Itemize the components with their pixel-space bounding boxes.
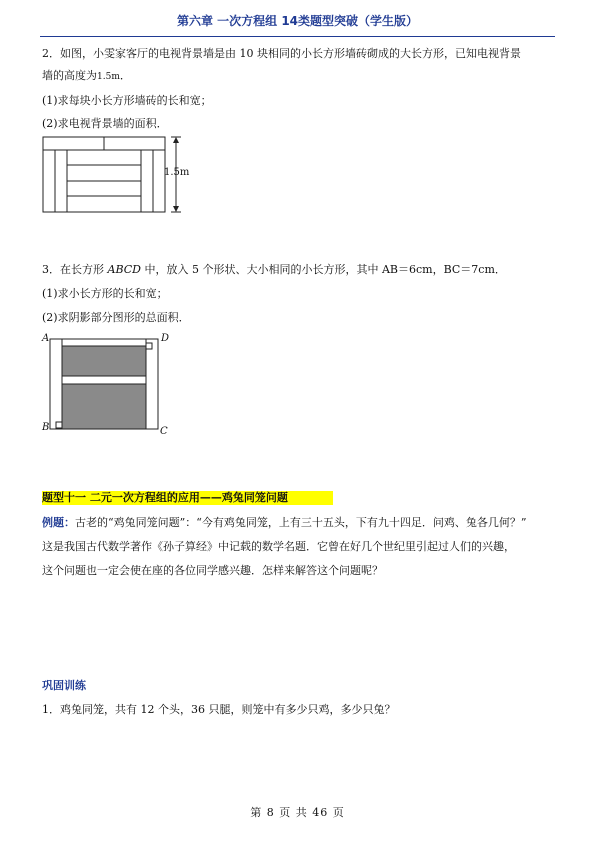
separator: ， bbox=[432, 263, 444, 276]
problem3-mid: 中，放入 5 个形状、大小相同的小长方形，其中 bbox=[140, 263, 382, 276]
vertex-a-label: A bbox=[42, 333, 50, 344]
header-divider bbox=[40, 36, 555, 37]
ab-length: AB＝6cm bbox=[381, 263, 433, 276]
vertex-b-label: B bbox=[42, 422, 50, 433]
page-header-title: 第六章 一次方程组 14类题型突破（学生版） bbox=[176, 14, 419, 28]
example-text1: 古老的“鸡兔同笼问题”：“今有鸡兔同笼，上有三十五头，下有九十四足．问鸡、兔各几何？” bbox=[75, 516, 527, 529]
section-11-title: 题型十一 二元一次方程组的应用——鸡兔同笼问题 bbox=[42, 491, 288, 504]
problem2-question2: (2)求电视背景墙的面积． bbox=[42, 117, 168, 130]
problem2-line2-prefix: 墙的高度为 bbox=[42, 69, 97, 82]
problem3-question2: (2)求阴影部分图形的总面积． bbox=[42, 311, 190, 324]
problem3-intro: 3．在长方形 bbox=[42, 263, 108, 276]
rect-name: ABCD bbox=[107, 263, 141, 276]
bc-length: BC＝7cm bbox=[443, 263, 495, 276]
problem2-line2 bbox=[42, 68, 557, 85]
example-line2: 这是我国古代数学著作《孙子算经》中记载的数学名题．它曾在好几个世纪里引起过人们的兴趣， bbox=[42, 540, 515, 553]
practice-title: 巩固训练 bbox=[42, 679, 86, 692]
rectangle-abcd-figure bbox=[48, 336, 162, 432]
example-label: 例题： bbox=[42, 516, 75, 529]
example-line3: 这个问题也一定会使在座的各位同学感兴趣．怎样来解答这个问题呢？ bbox=[42, 564, 383, 577]
problem3-question1: (1)求小长方形的长和宽； bbox=[42, 287, 168, 300]
practice-question1: 1．鸡兔同笼，共有 12 个头，36 只腿，则笼中有多少只鸡，多少只兔？ bbox=[42, 703, 396, 716]
problem2-line1: 2．如图，小雯家客厅的电视背景墙是由 10 块相同的小长方形墙砖砌成的大长方形，已知电视背景 bbox=[42, 47, 521, 60]
problem2-question1: (1)求每块小长方形墙砖的长和宽； bbox=[42, 94, 212, 107]
wall-height-value: 1.5m bbox=[97, 72, 120, 82]
problem3-line1 bbox=[42, 262, 557, 278]
example-line1 bbox=[42, 515, 557, 531]
problem2-line2-suffix: ． bbox=[119, 69, 131, 82]
wall-height-label: 1.5m bbox=[164, 167, 190, 178]
page-number: 第 8 页 共 46 页 bbox=[250, 806, 345, 819]
vertex-d-label: D bbox=[161, 333, 170, 344]
problem3-end: ． bbox=[494, 263, 506, 276]
vertex-c-label: C bbox=[160, 426, 168, 437]
